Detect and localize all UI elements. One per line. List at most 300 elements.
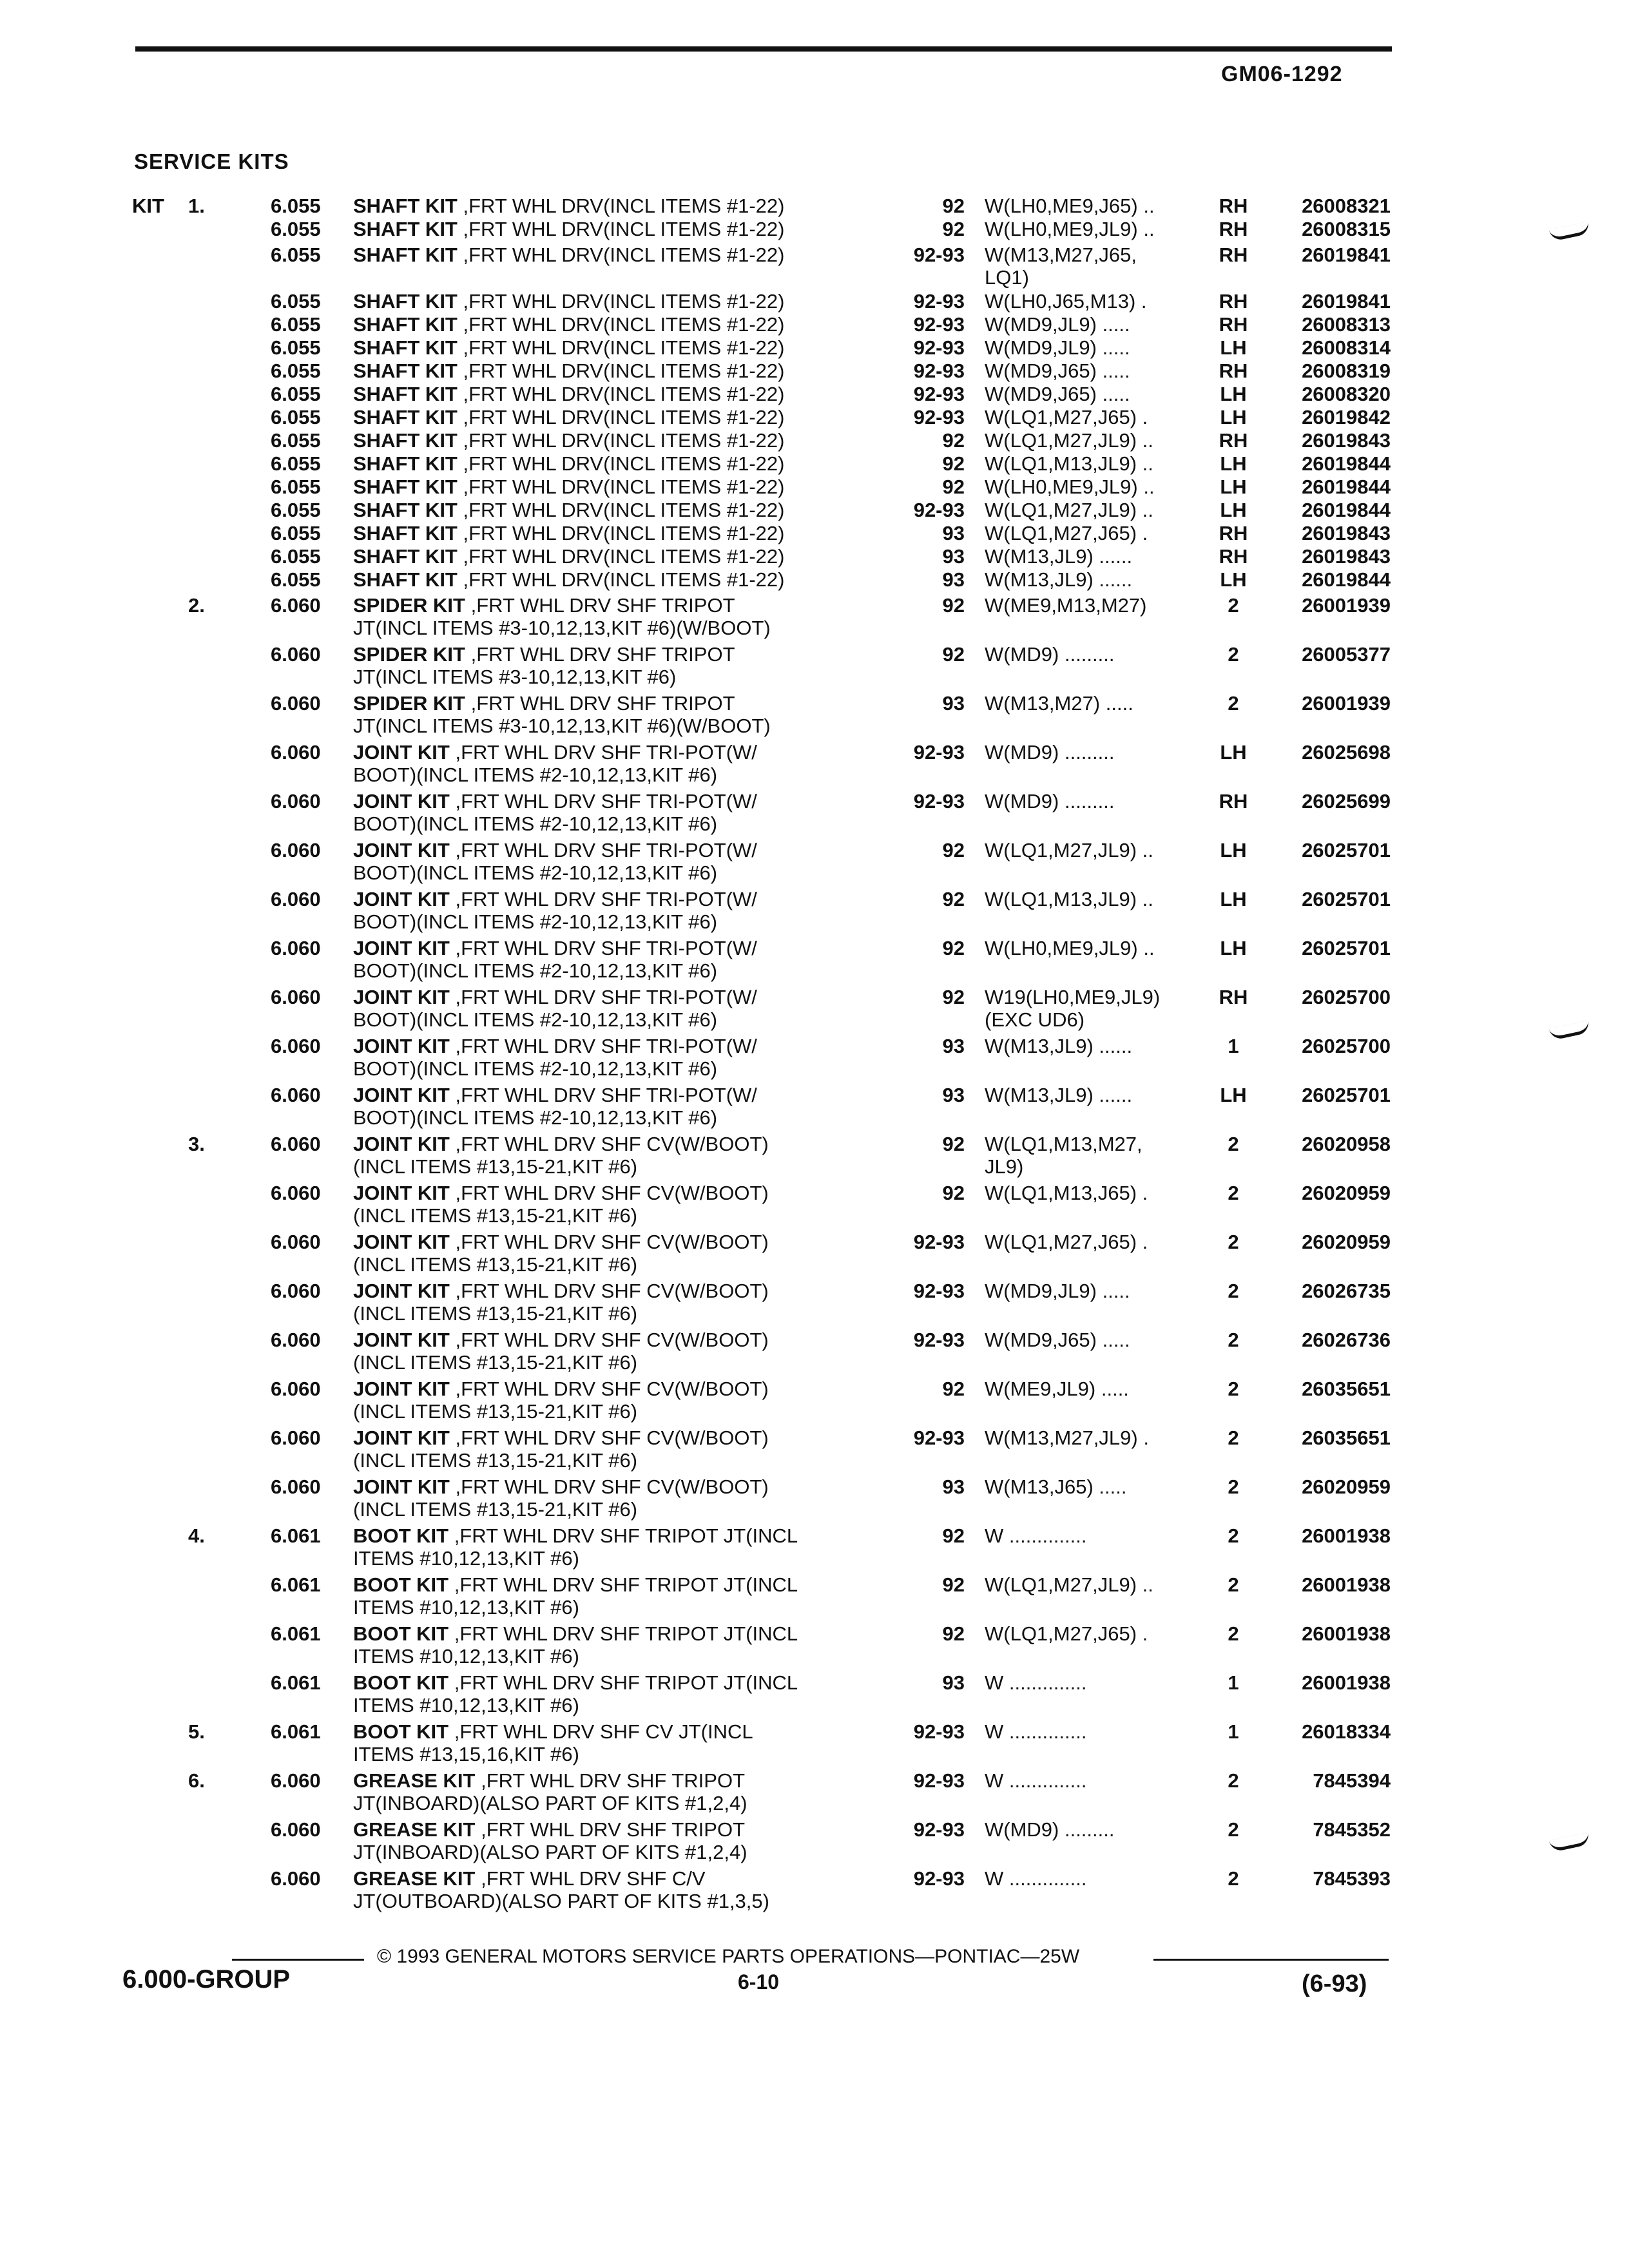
model-application: W(M13,M27,JL9) . xyxy=(985,1427,1149,1449)
part-number: 26025698 xyxy=(1302,741,1391,764)
model-application: W(LQ1,M13,J65) . xyxy=(985,1182,1148,1204)
part-description xyxy=(353,692,888,737)
part-description xyxy=(353,1867,888,1912)
group-number: 6.060 xyxy=(271,1818,321,1841)
model-year: 92-93 xyxy=(913,1329,965,1351)
model-application: W(MD9,JL9) ..... xyxy=(985,336,1130,359)
quantity: LH xyxy=(1220,1084,1247,1106)
kit-name: JOINT KIT xyxy=(353,790,450,812)
kit-name: JOINT KIT xyxy=(353,1475,450,1498)
quantity: LH xyxy=(1220,839,1247,861)
group-number: 6.055 xyxy=(271,499,321,521)
table-row xyxy=(0,218,1629,241)
kit-details: ,FRT WHL DRV(INCL ITEMS #1-22) xyxy=(457,244,785,266)
part-description xyxy=(353,545,888,568)
table-row xyxy=(0,452,1629,476)
kit-name: BOOT KIT xyxy=(353,1573,449,1596)
kit-details: ,FRT WHL DRV SHF TRI-POT(W/ BOOT)(INCL ITEMS #2-10,12,13,KIT #6) xyxy=(353,937,757,982)
model-year: 92-93 xyxy=(913,383,965,405)
kit-name: SHAFT KIT xyxy=(353,195,458,217)
kit-details: ,FRT WHL DRV SHF CV(W/BOOT) (INCL ITEMS #13,15-21,KIT #6) xyxy=(353,1182,769,1227)
part-number: 26025701 xyxy=(1302,1084,1391,1106)
group-number: 6.060 xyxy=(271,1427,321,1449)
part-number: 26035651 xyxy=(1302,1378,1391,1400)
model-year: 92-93 xyxy=(913,360,965,382)
kit-number: 6. xyxy=(188,1769,205,1792)
part-description xyxy=(353,1573,888,1619)
model-year: 92 xyxy=(942,643,965,666)
model-application: W(M13,M27) ..... xyxy=(985,692,1133,715)
table-row xyxy=(0,406,1629,429)
kit-details: ,FRT WHL DRV(INCL ITEMS #1-22) xyxy=(457,406,785,428)
model-year: 93 xyxy=(942,692,965,715)
kit-details: ,FRT WHL DRV SHF TRIPOT JT(INBOARD)(ALSO PART OF KITS #1,2,4) xyxy=(353,1818,747,1863)
model-year: 92 xyxy=(942,476,965,498)
group-number: 6.060 xyxy=(271,1231,321,1253)
kit-details: ,FRT WHL DRV(INCL ITEMS #1-22) xyxy=(457,429,785,452)
quantity: LH xyxy=(1220,406,1247,428)
model-application: W .............. xyxy=(985,1524,1087,1547)
model-application: W(MD9,J65) ..... xyxy=(985,360,1130,382)
part-number: 26035651 xyxy=(1302,1427,1391,1449)
model-year: 93 xyxy=(942,568,965,591)
table-row xyxy=(0,244,1629,290)
model-year: 92-93 xyxy=(913,290,965,312)
model-year: 93 xyxy=(942,522,965,544)
part-description xyxy=(353,1671,888,1716)
part-number: 26026735 xyxy=(1302,1280,1391,1302)
model-application: W(LQ1,M27,JL9) .. xyxy=(985,499,1153,521)
kit-details: ,FRT WHL DRV SHF CV(W/BOOT) (INCL ITEMS #13,15-21,KIT #6) xyxy=(353,1133,769,1178)
model-application: W(LQ1,M27,JL9) .. xyxy=(985,839,1153,861)
model-application: W(LQ1,M27,JL9) .. xyxy=(985,429,1153,452)
kit-details: ,FRT WHL DRV(INCL ITEMS #1-22) xyxy=(457,568,785,591)
part-number: 26025701 xyxy=(1302,839,1391,861)
group-number: 6.060 xyxy=(271,1133,321,1155)
quantity: 2 xyxy=(1228,1329,1239,1351)
model-application: W(LQ1,M27,J65) . xyxy=(985,522,1148,544)
quantity: 2 xyxy=(1228,1769,1239,1792)
part-description xyxy=(353,1329,888,1374)
part-description xyxy=(353,1133,888,1178)
kit-name: JOINT KIT xyxy=(353,888,450,910)
part-description xyxy=(353,790,888,835)
table-row xyxy=(0,1035,1629,1081)
part-number: 26001938 xyxy=(1302,1573,1391,1596)
part-description xyxy=(353,741,888,786)
part-description xyxy=(353,986,888,1031)
model-application: W(M13,JL9) ...... xyxy=(985,1035,1133,1057)
group-number: 6.055 xyxy=(271,568,321,591)
model-year: 93 xyxy=(942,1671,965,1694)
kit-details: ,FRT WHL DRV SHF CV(W/BOOT) (INCL ITEMS #13,15-21,KIT #6) xyxy=(353,1329,769,1374)
kit-name: SHAFT KIT xyxy=(353,476,458,498)
part-number: 7845352 xyxy=(1313,1818,1391,1841)
table-row xyxy=(0,429,1629,452)
quantity: LH xyxy=(1220,499,1247,521)
kit-name: SHAFT KIT xyxy=(353,218,458,240)
kit-name: GREASE KIT xyxy=(353,1769,476,1792)
group-number: 6.060 xyxy=(271,1280,321,1302)
part-description xyxy=(353,313,888,336)
group-number: 6.060 xyxy=(271,986,321,1008)
part-number: 26025701 xyxy=(1302,888,1391,910)
model-application: W(M13,JL9) ...... xyxy=(985,568,1133,591)
table-row xyxy=(0,1182,1629,1228)
group-number: 6.061 xyxy=(271,1524,321,1547)
quantity: RH xyxy=(1219,429,1248,452)
kit-details: ,FRT WHL DRV(INCL ITEMS #1-22) xyxy=(457,522,785,544)
model-application: W19(LH0,ME9,JL9) (EXC UD6) xyxy=(985,986,1161,1031)
kit-name: SHAFT KIT xyxy=(353,313,458,336)
table-row xyxy=(0,545,1629,568)
kit-name: BOOT KIT xyxy=(353,1671,449,1694)
kit-name: SHAFT KIT xyxy=(353,499,458,521)
part-number: 26005377 xyxy=(1302,643,1391,666)
kit-name: JOINT KIT xyxy=(353,1035,450,1057)
group-number: 6.060 xyxy=(271,643,321,666)
model-year: 92-93 xyxy=(913,499,965,521)
table-row xyxy=(0,1084,1629,1130)
group-number: 6.055 xyxy=(271,313,321,336)
group-number: 6.060 xyxy=(271,594,321,617)
part-number: 26008320 xyxy=(1302,383,1391,405)
kit-name: JOINT KIT xyxy=(353,937,450,959)
model-year: 92 xyxy=(942,1524,965,1547)
model-year: 93 xyxy=(942,1084,965,1106)
table-row xyxy=(0,476,1629,499)
part-number: 26020959 xyxy=(1302,1231,1391,1253)
model-application: W(MD9,JL9) ..... xyxy=(985,1280,1130,1302)
table-row xyxy=(0,336,1629,360)
model-year: 93 xyxy=(942,1475,965,1498)
table-row xyxy=(0,1133,1629,1179)
group-number: 6.060 xyxy=(271,839,321,861)
table-row xyxy=(0,1720,1629,1767)
model-year: 92-93 xyxy=(913,244,965,266)
model-application: W(LQ1,M27,J65) . xyxy=(985,406,1148,428)
kit-name: SHAFT KIT xyxy=(353,429,458,452)
part-number: 26025699 xyxy=(1302,790,1391,812)
part-description xyxy=(353,643,888,688)
group-number: 6.055 xyxy=(271,336,321,359)
part-description xyxy=(353,244,888,266)
group-number: 6.061 xyxy=(271,1671,321,1694)
group-number: 6.060 xyxy=(271,790,321,812)
group-number: 6.060 xyxy=(271,692,321,715)
model-year: 92-93 xyxy=(913,790,965,812)
kit-details: ,FRT WHL DRV SHF C/V JT(OUTBOARD)(ALSO PART OF KITS #1,3,5) xyxy=(353,1867,769,1912)
model-application: W .............. xyxy=(985,1769,1087,1792)
model-year: 92 xyxy=(942,218,965,240)
model-year: 92 xyxy=(942,888,965,910)
quantity: 2 xyxy=(1228,1475,1239,1498)
kit-details: ,FRT WHL DRV SHF TRIPOT JT(INCL ITEMS #10,12,13,KIT #6) xyxy=(353,1524,798,1570)
group-number: 6.055 xyxy=(271,452,321,475)
part-description xyxy=(353,1280,888,1325)
table-row xyxy=(0,1475,1629,1522)
model-year: 92 xyxy=(942,594,965,617)
part-description xyxy=(353,383,888,405)
kit-name: SHAFT KIT xyxy=(353,383,458,405)
quantity: 2 xyxy=(1228,1182,1239,1204)
part-description xyxy=(353,1769,888,1814)
part-description xyxy=(353,429,888,452)
part-number: 26001939 xyxy=(1302,692,1391,715)
part-description xyxy=(353,452,888,475)
quantity: 1 xyxy=(1228,1671,1239,1694)
kit-details: ,FRT WHL DRV SHF TRIPOT JT(INCL ITEMS #3-10,12,13,KIT #6)(W/BOOT) xyxy=(353,692,771,737)
model-application: W(LH0,ME9,JL9) .. xyxy=(985,218,1155,240)
part-number: 26020959 xyxy=(1302,1475,1391,1498)
kit-number: 3. xyxy=(188,1133,205,1155)
part-number: 7845393 xyxy=(1313,1867,1391,1890)
kit-details: ,FRT WHL DRV SHF CV(W/BOOT) (INCL ITEMS #13,15-21,KIT #6) xyxy=(353,1378,769,1423)
kit-details: ,FRT WHL DRV(INCL ITEMS #1-22) xyxy=(457,499,785,521)
quantity: 2 xyxy=(1228,1427,1239,1449)
group-number: 6.060 xyxy=(271,1769,321,1792)
group-number: 6.060 xyxy=(271,1035,321,1057)
model-year: 92 xyxy=(942,452,965,475)
part-number: 26019844 xyxy=(1302,499,1391,521)
table-row xyxy=(0,643,1629,689)
kit-name: GREASE KIT xyxy=(353,1867,476,1890)
part-description xyxy=(353,1378,888,1423)
group-number: 6.055 xyxy=(271,244,321,266)
part-number: 26019844 xyxy=(1302,476,1391,498)
quantity: LH xyxy=(1220,476,1247,498)
kit-details: ,FRT WHL DRV(INCL ITEMS #1-22) xyxy=(457,383,785,405)
model-year: 93 xyxy=(942,545,965,568)
model-year: 92-93 xyxy=(913,1231,965,1253)
kit-name: SHAFT KIT xyxy=(353,244,458,266)
model-application: W(MD9) ......... xyxy=(985,790,1115,812)
table-row xyxy=(0,195,1629,218)
part-number: 26001939 xyxy=(1302,594,1391,617)
quantity: LH xyxy=(1220,937,1247,959)
kit-number: 5. xyxy=(188,1720,205,1743)
quantity: LH xyxy=(1220,568,1247,591)
quantity: 2 xyxy=(1228,1867,1239,1890)
group-number: 6.060 xyxy=(271,888,321,910)
kit-details: ,FRT WHL DRV SHF TRI-POT(W/ BOOT)(INCL ITEMS #2-10,12,13,KIT #6) xyxy=(353,1084,757,1129)
kit-number: 4. xyxy=(188,1524,205,1547)
quantity: RH xyxy=(1219,522,1248,544)
table-row xyxy=(0,360,1629,383)
part-number: 26008315 xyxy=(1302,218,1391,240)
kit-name: SHAFT KIT xyxy=(353,452,458,475)
kit-details: ,FRT WHL DRV SHF TRI-POT(W/ BOOT)(INCL ITEMS #2-10,12,13,KIT #6) xyxy=(353,888,757,933)
part-description xyxy=(353,522,888,544)
model-application: W(LQ1,M27,J65) . xyxy=(985,1231,1148,1253)
quantity: RH xyxy=(1219,360,1248,382)
kit-details: ,FRT WHL DRV(INCL ITEMS #1-22) xyxy=(457,452,785,475)
kit-name: SPIDER KIT xyxy=(353,643,465,666)
kit-details: ,FRT WHL DRV(INCL ITEMS #1-22) xyxy=(457,218,785,240)
top-rule xyxy=(135,46,1392,52)
kit-details: ,FRT WHL DRV SHF CV JT(INCL ITEMS #13,15,16,KIT #6) xyxy=(353,1720,753,1765)
part-number: 26019843 xyxy=(1302,545,1391,568)
part-number: 26019844 xyxy=(1302,568,1391,591)
kit-number: 1. xyxy=(188,195,205,217)
model-application: W(MD9,JL9) ..... xyxy=(985,313,1130,336)
part-description xyxy=(353,594,888,639)
quantity: 2 xyxy=(1228,594,1239,617)
group-number: 6.055 xyxy=(271,383,321,405)
part-description xyxy=(353,1231,888,1276)
kit-details: ,FRT WHL DRV SHF TRIPOT JT(INCL ITEMS #3-10,12,13,KIT #6) xyxy=(353,643,735,688)
kit-details: ,FRT WHL DRV SHF TRI-POT(W/ BOOT)(INCL ITEMS #2-10,12,13,KIT #6) xyxy=(353,790,757,835)
kit-name: JOINT KIT xyxy=(353,1084,450,1106)
quantity: 2 xyxy=(1228,1524,1239,1547)
group-number: 6.055 xyxy=(271,429,321,452)
model-year: 92 xyxy=(942,1573,965,1596)
kit-details: ,FRT WHL DRV SHF CV(W/BOOT) (INCL ITEMS #13,15-21,KIT #6) xyxy=(353,1475,769,1521)
quantity: RH xyxy=(1219,244,1248,266)
kit-name: JOINT KIT xyxy=(353,1427,450,1449)
group-number: 6.061 xyxy=(271,1720,321,1743)
group-number: 6.055 xyxy=(271,522,321,544)
kit-name: BOOT KIT xyxy=(353,1622,449,1645)
kit-details: ,FRT WHL DRV(INCL ITEMS #1-22) xyxy=(457,313,785,336)
quantity: 2 xyxy=(1228,1280,1239,1302)
model-year: 92-93 xyxy=(913,1769,965,1792)
quantity: RH xyxy=(1219,790,1248,812)
table-row xyxy=(0,1280,1629,1326)
table-row xyxy=(0,594,1629,640)
part-number: 26019843 xyxy=(1302,429,1391,452)
group-number: 6.061 xyxy=(271,1573,321,1596)
part-number: 26025700 xyxy=(1302,1035,1391,1057)
model-application: W .............. xyxy=(985,1720,1087,1743)
footer-date: (6-93) xyxy=(1302,1970,1367,1997)
model-year: 92 xyxy=(942,1378,965,1400)
table-row xyxy=(0,986,1629,1032)
kit-label: KIT xyxy=(132,195,164,217)
group-number: 6.055 xyxy=(271,290,321,312)
table-row xyxy=(0,1671,1629,1718)
kit-name: JOINT KIT xyxy=(353,1182,450,1204)
part-description xyxy=(353,1084,888,1129)
model-application: W(LQ1,M13,JL9) .. xyxy=(985,888,1153,910)
part-description xyxy=(353,476,888,498)
quantity: RH xyxy=(1219,313,1248,336)
model-application: W(M13,J65) ..... xyxy=(985,1475,1127,1498)
kit-details: ,FRT WHL DRV(INCL ITEMS #1-22) xyxy=(457,476,785,498)
part-description xyxy=(353,360,888,382)
kit-name: JOINT KIT xyxy=(353,1231,450,1253)
footer-copyright: © 1993 GENERAL MOTORS SERVICE PARTS OPERATIONS—PONTIAC—25W xyxy=(377,1946,1080,1967)
model-application: W(MD9,J65) ..... xyxy=(985,383,1130,405)
kit-details: ,FRT WHL DRV(INCL ITEMS #1-22) xyxy=(457,336,785,359)
kit-number: 2. xyxy=(188,594,205,617)
part-description xyxy=(353,1035,888,1080)
part-description xyxy=(353,568,888,591)
model-year: 92-93 xyxy=(913,1280,965,1302)
kit-details: ,FRT WHL DRV(INCL ITEMS #1-22) xyxy=(457,545,785,568)
part-description xyxy=(353,937,888,982)
model-application: W(ME9,JL9) ..... xyxy=(985,1378,1129,1400)
kit-name: BOOT KIT xyxy=(353,1524,449,1547)
table-row xyxy=(0,1378,1629,1424)
part-description xyxy=(353,218,888,240)
kit-details: ,FRT WHL DRV SHF TRI-POT(W/ BOOT)(INCL ITEMS #2-10,12,13,KIT #6) xyxy=(353,741,757,786)
kit-name: SHAFT KIT xyxy=(353,406,458,428)
document-code: GM06-1292 xyxy=(1221,62,1343,86)
group-number: 6.061 xyxy=(271,1622,321,1645)
model-application: W(LQ1,M27,J65) . xyxy=(985,1622,1148,1645)
quantity: RH xyxy=(1219,218,1248,240)
footer-group: 6.000-GROUP xyxy=(122,1965,291,1994)
model-year: 92-93 xyxy=(913,1818,965,1841)
kit-details: ,FRT WHL DRV SHF TRI-POT(W/ BOOT)(INCL ITEMS #2-10,12,13,KIT #6) xyxy=(353,839,757,884)
model-application: W(MD9,J65) ..... xyxy=(985,1329,1130,1351)
table-row xyxy=(0,499,1629,522)
model-year: 92-93 xyxy=(913,313,965,336)
part-description xyxy=(353,1475,888,1521)
model-application: W(LH0,ME9,JL9) .. xyxy=(985,937,1155,959)
model-year: 92-93 xyxy=(913,741,965,764)
model-year: 92 xyxy=(942,839,965,861)
kit-details: ,FRT WHL DRV SHF TRIPOT JT(INCL ITEMS #10,12,13,KIT #6) xyxy=(353,1671,798,1716)
part-number: 26019844 xyxy=(1302,452,1391,475)
model-application: W(LH0,ME9,JL9) .. xyxy=(985,476,1155,498)
quantity: LH xyxy=(1220,383,1247,405)
kit-name: JOINT KIT xyxy=(353,1280,450,1302)
model-application: W(LQ1,M13,JL9) .. xyxy=(985,452,1153,475)
table-row xyxy=(0,1769,1629,1816)
group-number: 6.055 xyxy=(271,545,321,568)
part-number: 26025701 xyxy=(1302,937,1391,959)
page-number: 6-10 xyxy=(738,1970,780,1994)
quantity: 2 xyxy=(1228,1133,1239,1155)
kit-name: SPIDER KIT xyxy=(353,594,465,617)
part-description xyxy=(353,1622,888,1667)
part-description xyxy=(353,195,888,217)
table-row xyxy=(0,937,1629,983)
part-number: 26008314 xyxy=(1302,336,1391,359)
kit-name: JOINT KIT xyxy=(353,741,450,764)
model-application: W(M13,M27,J65, LQ1) xyxy=(985,244,1137,289)
table-row xyxy=(0,1427,1629,1473)
quantity: 2 xyxy=(1228,1378,1239,1400)
part-description xyxy=(353,336,888,359)
kit-details: ,FRT WHL DRV(INCL ITEMS #1-22) xyxy=(457,360,785,382)
part-number: 26025700 xyxy=(1302,986,1391,1008)
quantity: 2 xyxy=(1228,1231,1239,1253)
model-year: 92-93 xyxy=(913,1427,965,1449)
table-row xyxy=(0,1329,1629,1375)
model-year: 92 xyxy=(942,1622,965,1645)
kit-name: BOOT KIT xyxy=(353,1720,449,1743)
group-number: 6.060 xyxy=(271,1867,321,1890)
group-number: 6.055 xyxy=(271,195,321,217)
table-row xyxy=(0,522,1629,545)
part-description xyxy=(353,888,888,933)
part-number: 26018334 xyxy=(1302,1720,1391,1743)
table-row xyxy=(0,790,1629,836)
model-application: W(M13,JL9) ...... xyxy=(985,545,1133,568)
table-row xyxy=(0,1231,1629,1277)
kit-details: ,FRT WHL DRV SHF TRI-POT(W/ BOOT)(INCL ITEMS #2-10,12,13,KIT #6) xyxy=(353,986,757,1031)
model-application: W .............. xyxy=(985,1671,1087,1694)
model-year: 92-93 xyxy=(913,1720,965,1743)
part-number: 26008313 xyxy=(1302,313,1391,336)
quantity: LH xyxy=(1220,336,1247,359)
kit-name: SHAFT KIT xyxy=(353,336,458,359)
part-number: 26020958 xyxy=(1302,1133,1391,1155)
model-year: 92-93 xyxy=(913,1867,965,1890)
